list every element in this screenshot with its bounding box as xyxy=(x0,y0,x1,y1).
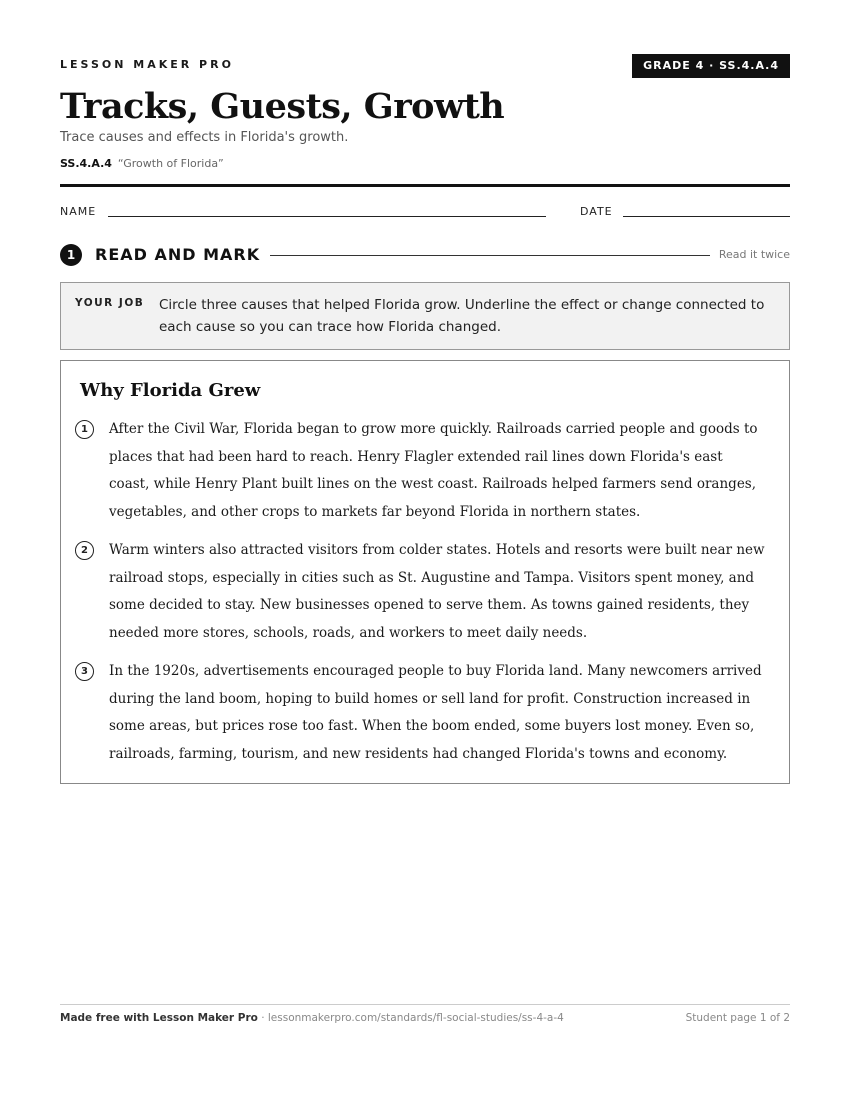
instructions-box xyxy=(60,282,790,350)
section-note: Read it twice xyxy=(718,248,790,261)
section-rule xyxy=(270,255,710,256)
worksheet-title: Tracks, Guests, Growth xyxy=(60,86,505,127)
paragraph-number: 2 xyxy=(75,541,94,560)
paragraph-number: 1 xyxy=(75,420,94,439)
reading-passage xyxy=(60,360,790,784)
footer-separator: · xyxy=(257,1012,268,1024)
date-field[interactable] xyxy=(623,216,790,217)
standard-title: “Growth of Florida” xyxy=(117,157,224,170)
passage-title: Why Florida Grew xyxy=(80,380,261,401)
name-label: NAME xyxy=(60,205,97,218)
name-field[interactable] xyxy=(108,216,546,217)
worksheet-subtitle: Trace causes and effects in Florida's growth. xyxy=(60,130,349,145)
page-indicator: Student page 1 of 2 xyxy=(685,1012,790,1024)
footer-url[interactable]: lessonmakerpro.com/standards/fl-social-studies/ss-4-a-4 xyxy=(267,1012,564,1024)
date-label: DATE xyxy=(580,205,613,218)
footer-divider xyxy=(60,1004,790,1005)
paragraph-text: Warm winters also attracted visitors from colder states. Hotels and resorts were built near new railroad stops, especially in cities such as St. Augustine and Tampa. Visitors spent money, and some decided to stay. New businesses opened to serve them. As towns gained residents, they needed more stores, schools, roads, and workers to meet daily needs. xyxy=(109,542,765,641)
instructions-text: Circle three causes that helped Florida grow. Underline the effect or change connected to each cause so you can trace how Florida changed. xyxy=(159,297,765,335)
paragraph-text: After the Civil War, Florida began to grow more quickly. Railroads carried people and goods to places that had been hard to reach. Henry Flagler extended rail lines down Florida's east coast, while Henry Plant built lines on the west coast. Railroads helped farmers send oranges, vegetables, and other crops to markets far beyond Florida in northern states. xyxy=(109,421,758,520)
paragraph-text: In the 1920s, advertisements encouraged people to buy Florida land. Many newcomers arrived during the land boom, hoping to build homes or sell land for profit. Construction increased in some areas, but prices rose too fast. When the boom ended, some buyers lost money. Even so, railroads, farming, tourism, and new residents had changed Florida's towns and economy. xyxy=(109,663,762,762)
paragraph-number: 3 xyxy=(75,662,94,681)
footer-made-with: Made free with Lesson Maker Pro xyxy=(60,1012,258,1024)
section-header xyxy=(60,243,790,267)
footer-credit xyxy=(60,1012,564,1024)
section-number: 1 xyxy=(60,244,82,266)
section-title: READ AND MARK xyxy=(95,245,261,264)
header-divider xyxy=(60,184,790,187)
standard-code: SS.4.A.4 xyxy=(60,157,112,170)
brand-name: LESSON MAKER PRO xyxy=(60,58,234,71)
standard-reference xyxy=(60,157,224,170)
grade-badge: GRADE 4 · SS.4.A.4 xyxy=(632,54,790,78)
instructions-label: YOUR JOB xyxy=(75,297,145,309)
